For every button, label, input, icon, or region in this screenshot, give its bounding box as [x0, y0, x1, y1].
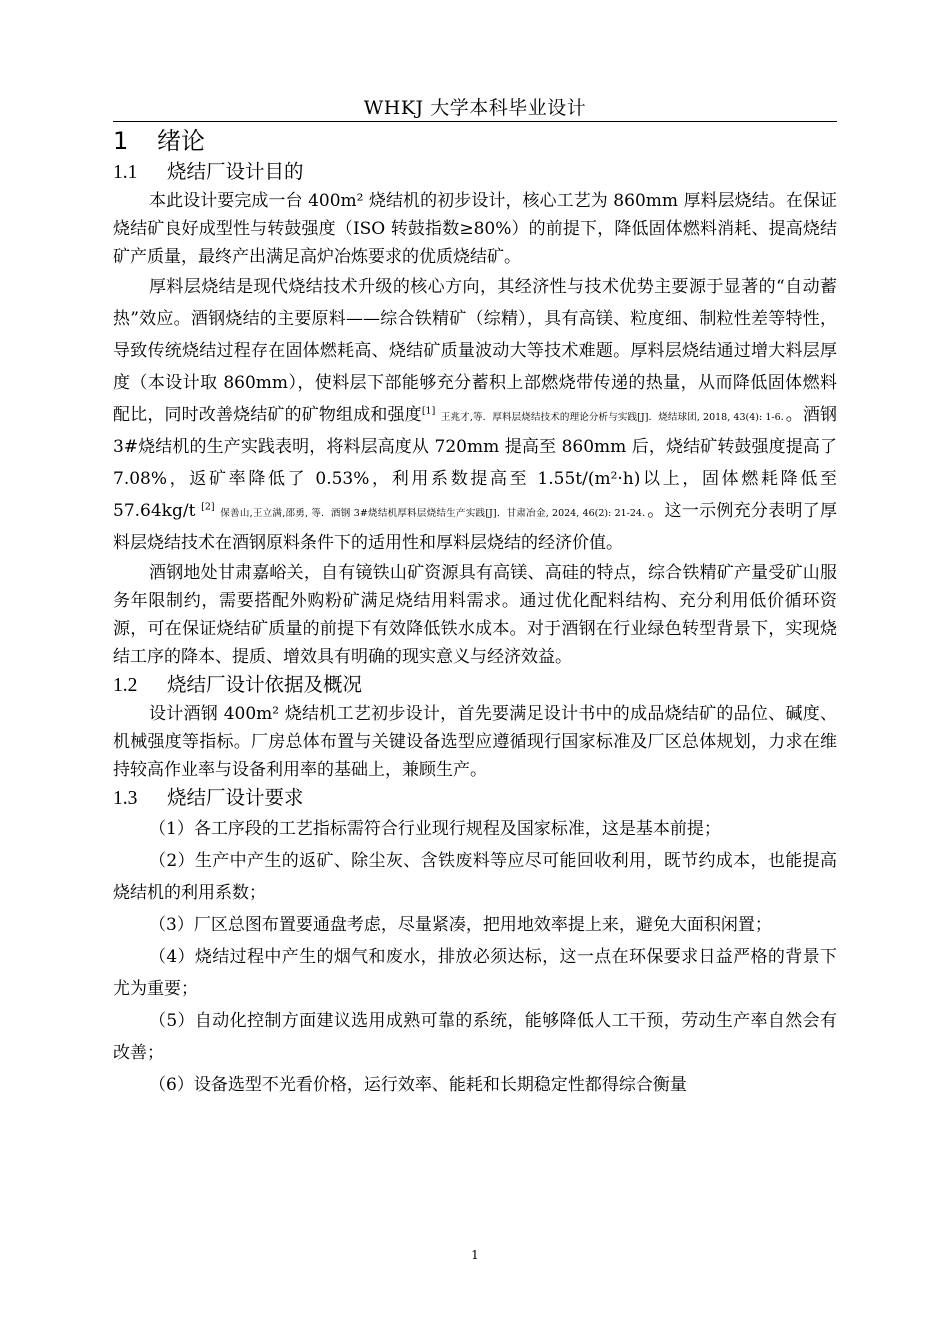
citation-marker: [2] — [201, 501, 215, 513]
chapter-heading — [113, 124, 837, 158]
document-body — [113, 124, 837, 1101]
paragraph-text: 厚料层烧结是现代烧结技术升级的核心方向，其经济性与技术优势主要源于显著的“自动蓄热”效应。酒钢烧结的主要原料——综合铁精矿（综精），具有高镁、粒度细、制粒性差等特性，导致传统烧结过程存在固体燃耗高、烧结矿质量波动大等技术难题。厚料层烧结通过增大料层厚度（本设计取 860mm），使料层下部能够充分蓄积上部燃烧带传递的热量，从而降低固体燃料配比，同时改善烧结矿的矿物组成和强度 — [113, 277, 837, 425]
inline-reference: 保善山,王立满,邵勇, 等．酒钢 3#烧结机厚料层烧结生产实践[J]．甘肃冶金, 2024, 46(2): 21-24． — [220, 508, 648, 519]
section-number: 1.1 — [113, 162, 138, 183]
page-number: 1 — [471, 1248, 479, 1262]
section-title: 烧结厂设计目的 — [167, 160, 304, 183]
section-heading — [113, 671, 837, 700]
section-title: 烧结厂设计要求 — [167, 786, 304, 809]
citation-marker: [1] — [421, 405, 436, 417]
section-number: 1.3 — [113, 788, 138, 809]
paragraph: 酒钢地处甘肃嘉峪关，自有镜铁山矿资源具有高镁、高硅的特点，综合铁精矿产量受矿山服务年限制约，需要搭配外购粉矿满足烧结用料需求。通过优化配料结构、充分利用低价循环资源，可在保证烧结矿质量的前提下有效降低铁水成本。对于酒钢在行业绿色转型背景下，实现烧结工序的降本、提质、增效具有明确的现实意义与经济效益。 — [113, 563, 837, 667]
paragraph-text: 。酒钢 3#烧结机的生产实践表明，将料层高度从 720mm 提高至 860mm 后，烧结矿转鼓强度提高了 7.08%，返矿率降低了 0.53%，利用系数提高至 1.55t/(m²·h)以上，固体燃耗降低至 57.64kg/t — [113, 405, 838, 521]
list-item: （3）厂区总图布置要通盘考虑，尽量紧凑，把用地效率提上来，避免大面积闲置； — [149, 915, 772, 935]
list-item: （2）生产中产生的返矿、除尘灰、含铁废料等应尽可能回收利用，既节约成本，也能提高烧结机的利用系数； — [113, 851, 837, 903]
section-heading — [113, 784, 837, 813]
list-item: （6）设备选型不光看价格，运行效率、能耗和长期稳定性都得综合衡量 — [149, 1075, 687, 1095]
section-title: 烧结厂设计依据及概况 — [167, 673, 363, 696]
chapter-number: 1 — [113, 127, 129, 155]
inline-reference: 王兆才,等．厚料层烧结技术的理论分析与实践[J]．烧结球团, 2018, 43(4): 1-6． — [440, 412, 786, 423]
paragraph-text: 。这一示例充分表明了厚料层烧结技术在酒钢原料条件下的适用性和厚料层烧结的经济价值。 — [113, 501, 838, 553]
chapter-title: 绪论 — [157, 127, 205, 155]
section-number: 1.2 — [113, 675, 138, 696]
header-rule — [113, 121, 837, 122]
list-item: （4）烧结过程中产生的烟气和废水，排放必须达标，这一点在环保要求日益严格的背景下尤为重要； — [113, 947, 837, 999]
paragraph-with-citations — [113, 271, 837, 559]
paragraph: 本此设计要完成一台 400m² 烧结机的初步设计，核心工艺为 860mm 厚料层烧结。在保证烧结矿良好成型性与转鼓强度（ISO 转鼓指数≥80%）的前提下，降低固体燃料消耗、提高烧结矿产质量，最终产出满足高炉冶炼要求的优质烧结矿。 — [113, 191, 837, 267]
page-header: WHKJ 大学本科毕业设计 — [363, 97, 587, 119]
list-item: （1）各工序段的工艺指标需符合行业现行规程及国家标准，这是基本前提； — [149, 819, 721, 839]
paragraph: 设计酒钢 400m² 烧结机工艺初步设计，首先要满足设计书中的成品烧结矿的品位、碱度、机械强度等指标。厂房总体布置与关键设备选型应遵循现行国家标准及厂区总体规划，力求在维持较高作业率与设备利用率的基础上，兼顾生产。 — [113, 704, 837, 780]
section-heading — [113, 158, 837, 187]
list-item: （5）自动化控制方面建议选用成熟可靠的系统，能够降低人工干预，劳动生产率自然会有改善； — [113, 1011, 837, 1063]
